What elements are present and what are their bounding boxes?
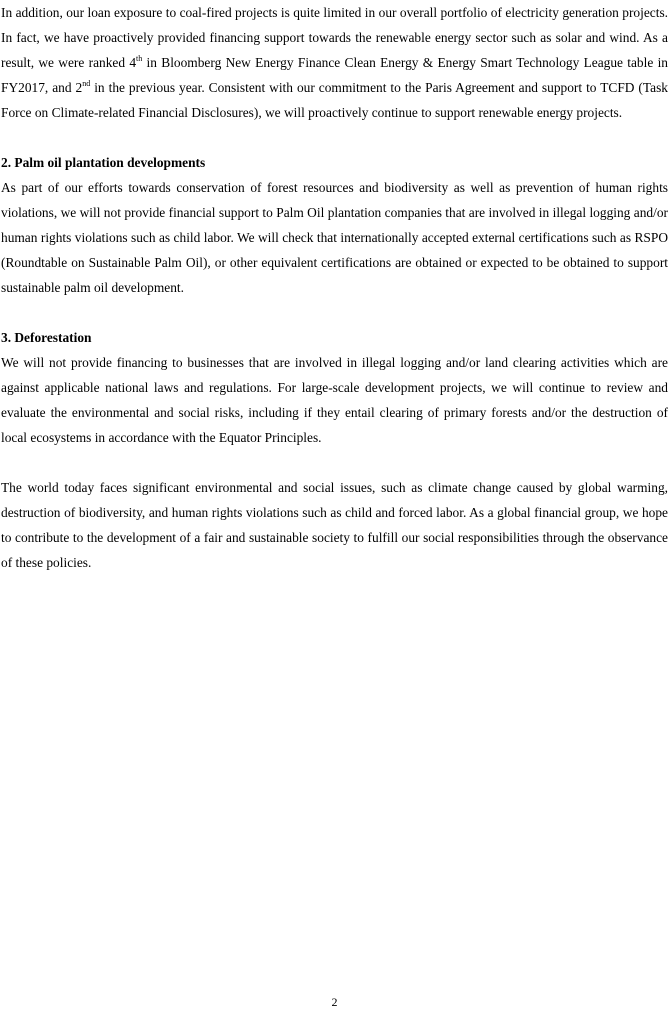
page-content — [1, 0, 668, 575]
deforestation-paragraph: We will not provide financing to businesses that are involved in illegal logging and/or land clearing activities which are against applicable national laws and regulations. For large-scale development projects, we will continue to review and evaluate the environmental and social risks, including if they entail clearing of primary forests and/or the destruction of local ecosystems in accordance with the Equator Principles. — [1, 355, 668, 445]
coal-paragraph-text-1: In addition, our loan exposure to coal-fired projects is quite limited in our overall portfolio of electricity generation projects. In fact, we have proactively provided financing support towards the renewable energy sector such as solar and wind. As a result, we were ranked 4 — [1, 5, 668, 70]
coal-renewables-paragraph — [1, 0, 668, 125]
section-spacer — [1, 300, 668, 325]
closing-paragraph: The world today faces significant environmental and social issues, such as climate change caused by global warming, destruction of biodiversity, and human rights violations such as child and forced labor. As a global financial group, we hope to contribute to the development of a fair and sustainable society to fulfill our social responsibilities through the observance of these policies. — [1, 480, 668, 570]
section-spacer — [1, 125, 668, 150]
coal-paragraph-text-3: in the previous year. Consistent with our commitment to the Paris Agreement and support to TCFD (Task Force on Climate-related Financial Disclosures), we will proactively continue to support renewable energy projects. — [1, 80, 668, 120]
page-number: 2 — [331, 995, 338, 1009]
deforestation-heading: 3. Deforestation — [1, 330, 92, 345]
palm-oil-paragraph: As part of our efforts towards conservation of forest resources and biodiversity as well as prevention of human rights violations, we will not provide financial support to Palm Oil plantation companies that are involved in illegal logging and/or human rights violations such as child labor. We will check that internationally accepted external certifications such as RSPO (Roundtable on Sustainable Palm Oil), or other equivalent certifications are obtained or expected to be obtained to support sustainable palm oil development. — [1, 180, 668, 295]
ordinal-superscript-nd: nd — [82, 79, 91, 88]
section-spacer — [1, 450, 668, 475]
ordinal-superscript-th: th — [136, 54, 143, 63]
palm-oil-heading: 2. Palm oil plantation developments — [1, 155, 206, 170]
coal-paragraph-text-2: in Bloomberg New Energy Finance Clean Energy & Energy Smart Technology League table in FY2017, and 2 — [1, 55, 668, 95]
